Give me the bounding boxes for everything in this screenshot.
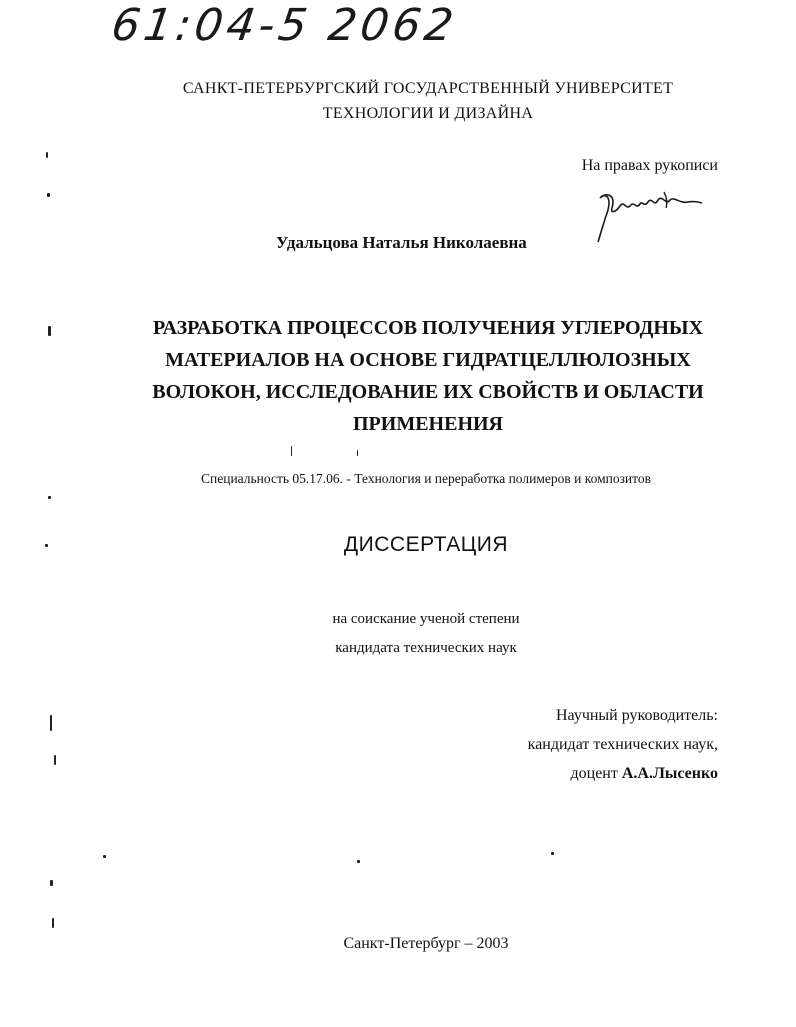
supervisor-degree: кандидат технических наук, — [527, 736, 718, 753]
scan-speck — [357, 450, 358, 456]
manuscript-rights-note: На правах рукописи — [581, 157, 718, 174]
scan-speck — [50, 880, 53, 886]
degree-line2: кандидата технических наук — [335, 640, 517, 656]
scan-speck — [45, 544, 48, 547]
scan-speck — [291, 446, 292, 456]
scan-speck — [48, 496, 51, 499]
author-name: Удальцова Наталья Николаевна — [276, 233, 527, 252]
degree-line1: на соискание ученой степени — [332, 611, 520, 627]
dissertation-title-line: МАТЕРИАЛОВ НА ОСНОВЕ ГИДРАТЦЕЛЛЮЛОЗНЫХ — [165, 349, 691, 371]
supervisor-name: А.А.Лысенко — [621, 765, 718, 782]
dissertation-title-line: ВОЛОКОН, ИССЛЕДОВАНИЕ ИХ СВОЙСТВ И ОБЛАСТИ — [152, 381, 704, 403]
document-type-heading: ДИССЕРТАЦИЯ — [343, 533, 509, 556]
dissertation-title-line: ПРИМЕНЕНИЯ — [353, 413, 503, 435]
scan-speck — [357, 860, 360, 863]
scan-speck — [54, 755, 56, 765]
scan-speck — [50, 715, 52, 731]
scan-speck — [103, 855, 106, 858]
scan-speck — [47, 193, 50, 197]
university-name-line1: САНКТ-ПЕТЕРБУРГСКИЙ ГОСУДАРСТВЕННЫЙ УНИВЕРСИТЕТ — [182, 80, 674, 97]
dissertation-title-line: РАЗРАБОТКА ПРОЦЕССОВ ПОЛУЧЕНИЯ УГЛЕРОДНЫХ — [152, 317, 704, 339]
archive-code-handwritten: 61:04-5 2062 — [108, 0, 461, 51]
scan-speck — [48, 326, 51, 336]
scan-speck — [52, 918, 54, 928]
city-year: Санкт-Петербург – 2003 — [343, 935, 509, 952]
scan-speck — [551, 852, 554, 855]
university-name-line2: ТЕХНОЛОГИИ И ДИЗАЙНА — [322, 105, 534, 122]
supervisor-title: доцент — [570, 765, 618, 782]
specialty-line: Специальность 05.17.06. - Технология и переработка полимеров и композитов — [201, 471, 651, 486]
supervisor-label: Научный руководитель: — [555, 707, 718, 724]
author-signature-icon — [594, 186, 704, 246]
supervisor-title-line — [570, 765, 718, 783]
scan-speck — [46, 152, 48, 158]
